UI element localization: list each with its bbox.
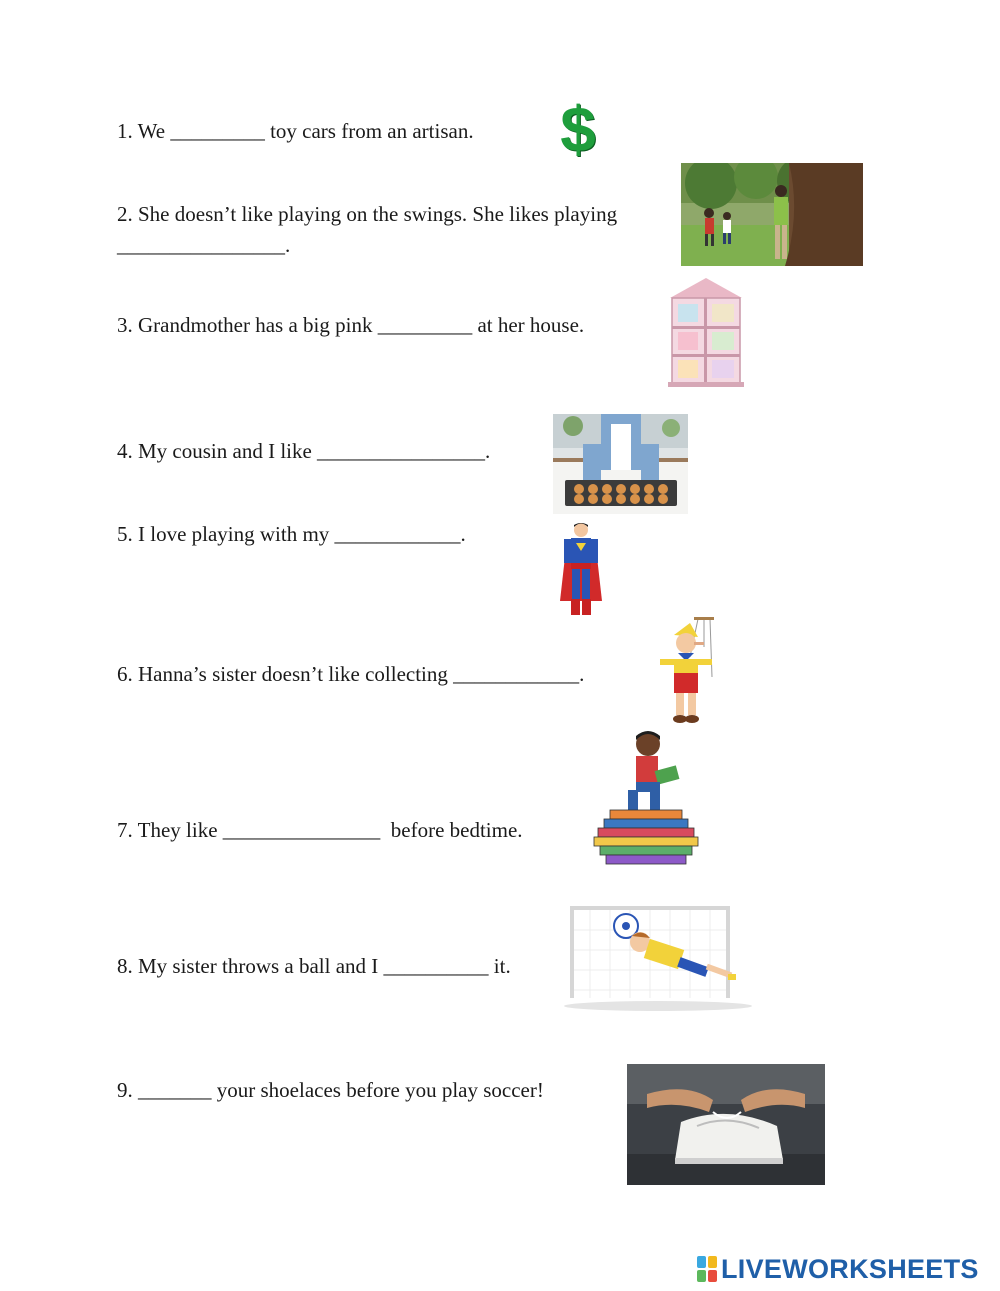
- question-3: 3. Grandmother has a big pink _________ at her house.: [117, 313, 585, 337]
- question-2-blank: ________________.: [117, 233, 291, 257]
- liveworksheets-logo: [697, 1254, 979, 1284]
- logo-text: LIVEWORKSHEETS: [721, 1253, 979, 1284]
- tying-shoelaces-photo: [627, 1064, 825, 1185]
- dollar-glyph: $: [560, 96, 596, 162]
- goalkeeper-catching-ball-image: [560, 900, 756, 1012]
- question-8: 8. My sister throws a ball and I __________ it.: [117, 954, 511, 978]
- superhero-action-figure-image: [554, 521, 608, 619]
- hide-and-seek-photo: [681, 163, 863, 266]
- baking-cookies-photo: [553, 414, 688, 514]
- question-5: 5. I love playing with my ____________.: [117, 522, 466, 546]
- logo-blocks-icon: [697, 1256, 717, 1282]
- question-7: 7. They like _______________ before bedtime.: [117, 818, 523, 842]
- question-4: 4. My cousin and I like ________________.: [117, 439, 491, 463]
- question-1: 1. We _________ toy cars from an artisan.: [117, 119, 474, 143]
- question-9: 9. _______ your shoelaces before you play soccer!: [117, 1078, 544, 1102]
- puppet-marionette-image: [654, 617, 724, 729]
- dollhouse-image: [664, 276, 748, 390]
- question-2: 2. She doesn’t like playing on the swings. She likes playing: [117, 202, 618, 226]
- boy-reading-on-books-image: [590, 728, 702, 868]
- dollar-sign-icon: [553, 96, 603, 162]
- question-6: 6. Hanna’s sister doesn’t like collecting ____________.: [117, 662, 585, 686]
